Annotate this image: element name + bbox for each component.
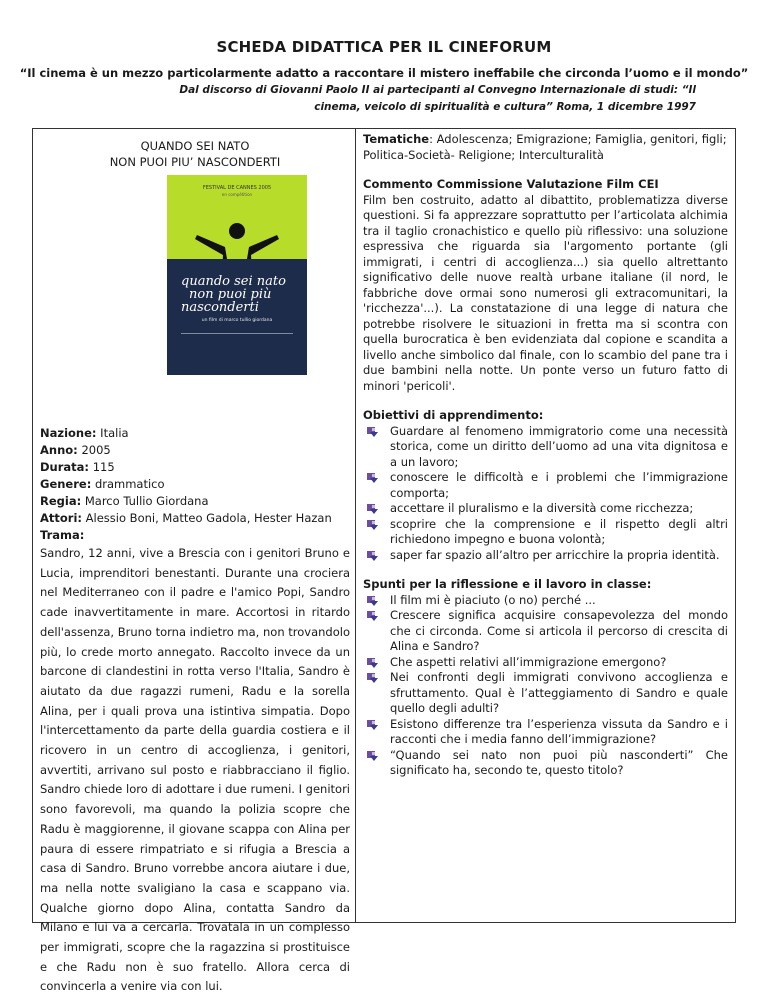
list-item-text: Il film mi è piaciuto (o no) perché ... xyxy=(390,592,596,607)
list-item-text: saper far spazio all’altro per arricchire la propria identità. xyxy=(390,547,720,562)
column-divider xyxy=(355,128,356,923)
meta-value: 115 xyxy=(92,460,115,474)
list-item xyxy=(363,655,728,671)
bullet-icon xyxy=(366,595,380,607)
spunti-list xyxy=(363,593,728,779)
meta-label: Genere: xyxy=(40,477,92,491)
list-item xyxy=(363,670,728,717)
list-item-text: Guardare al fenomeno immigratorio come una necessità storica, come un diritto dell’uomo ad una vita dignitosa e a un lavoro; xyxy=(390,423,728,469)
bullet-icon xyxy=(366,672,380,684)
meta-genere xyxy=(40,476,350,493)
obiettivi-title: Obiettivi di apprendimento: xyxy=(363,408,544,422)
meta-attori xyxy=(40,510,350,527)
meta-label: Trama: xyxy=(40,528,85,542)
list-item xyxy=(363,717,728,748)
commento-section xyxy=(363,177,728,394)
list-item-text: conoscere le difficoltà e i problemi che l’immigrazione comporta; xyxy=(390,470,728,500)
bullet-icon xyxy=(366,503,380,515)
list-item xyxy=(363,748,728,779)
list-item xyxy=(363,424,728,471)
spunti-section xyxy=(363,577,728,779)
poster-title-line: non puoi più xyxy=(189,287,272,302)
poster-title-line: quando sei nato xyxy=(181,274,286,289)
list-item-text: Nei confronti degli immigrati convivono accoglienza e sfruttamento. Qual è l’atteggiamento di Sandro e quale quello degli adulti? xyxy=(390,670,728,715)
meta-value: Italia xyxy=(100,426,129,440)
list-item-text: “Quando sei nato non puoi più nasconderti” Che significato ha, secondo te, questo titolo? xyxy=(390,747,728,777)
film-info-column xyxy=(40,136,350,997)
meta-nazione xyxy=(40,425,350,442)
meta-label: Nazione: xyxy=(40,426,97,440)
meta-label: Regia: xyxy=(40,494,82,508)
page-title: SCHEDA DIDATTICA PER IL CINEFORUM xyxy=(216,38,552,56)
teaching-column xyxy=(363,132,728,793)
meta-label: Anno: xyxy=(40,443,78,457)
meta-trama-label xyxy=(40,527,350,544)
poster-title xyxy=(181,275,301,314)
meta-durata xyxy=(40,459,350,476)
bullet-icon xyxy=(366,750,380,762)
commento-title: Commento Commissione Valutazione Film CEI xyxy=(363,177,659,191)
film-poster xyxy=(167,175,307,375)
bullet-icon xyxy=(366,426,380,438)
film-title-line1: QUANDO SEI NATO xyxy=(140,139,250,153)
meta-anno xyxy=(40,442,350,459)
spunti-title: Spunti per la riflessione e il lavoro in classe: xyxy=(363,577,652,591)
poster-director: un film di marco tullio giordana xyxy=(201,318,273,323)
tematiche-label: Tematiche xyxy=(363,132,430,146)
quote: “Il cinema è un mezzo particolarmente adatto a raccontare il mistero ineffabile che circonda l’uomo e il mondo” xyxy=(19,66,749,80)
film-title-line2: NON PUOI PIU’ NASCONDERTI xyxy=(109,155,281,169)
list-item xyxy=(363,548,728,564)
poster-festival-sub: en compétition xyxy=(221,192,253,197)
obiettivi-section xyxy=(363,408,728,563)
film-title xyxy=(40,138,350,170)
list-item-text: Esistono differenze tra l’esperienza vissuta da Sandro e i racconti che i media fanno dell’immigrazione? xyxy=(390,716,728,746)
list-item-text: Che aspetti relativi all’immigrazione emergono? xyxy=(390,654,667,669)
bullet-icon xyxy=(366,610,380,622)
list-item xyxy=(363,593,728,609)
meta-regia xyxy=(40,493,350,510)
quote-source: Dal discorso di Giovanni Paolo II ai partecipanti al Convegno Internazionale di studi: “Il cinema, veicolo di spiritualità e cultura” Roma, 1 dicembre 1997 xyxy=(179,84,696,113)
list-item xyxy=(363,470,728,501)
tematiche xyxy=(363,132,728,163)
bullet-icon xyxy=(366,550,380,562)
poster-credits-block xyxy=(181,333,293,364)
plot-text: Sandro, 12 anni, vive a Brescia con i genitori Bruno e Lucia, imprenditori benestanti. Durante una crociera nel Mediterraneo con il padre e l'amico Popi, Sandro cade inavvertitamente in mare. Accortosi in ritardo dell'assenza, Bruno torna indietro ma, non trovandolo più, lo crede morto annegato. Raccolto invece da un barcone di clandestini in rotta verso l'Italia, Sandro è aiutato da due ragazzi rumeni, Radu e la sorella Alina, per i quali prova una istintiva simpatia. Dopo l'intercettamento da parte della guardia costiera e il ricovero in un centro di accoglienza, i genitori, avvertiti, arrivano sul posto e riabbracciano il figlio. Sandro chiede loro di adottare i due rumeni. I genitori sono favorevoli, ma quando la polizia scopre che Radu è maggiorenne, il giovane scappa con Alina per paura di essere rimpatriato e si rifugia a Brescia a casa di Sandro. Bruno vorrebbe ancora aiutare i due, ma nella notte svaligiano la casa e scappano via. Qualche giorno dopo Alina, contatta Sandro da Milano e lui va a cercarla. Trovatala in un complesso per immigrati, scopre che la ragazzina si prostituisce e che Radu non è suo fratello. Allora cerca di convincerla a venire via con lui. xyxy=(40,546,350,994)
list-item xyxy=(363,517,728,548)
bullet-icon xyxy=(366,519,380,531)
bullet-icon xyxy=(366,657,380,669)
meta-value: Alessio Boni, Matteo Gadola, Hester Hazan xyxy=(85,511,332,525)
film-metadata xyxy=(40,425,350,544)
meta-label: Attori: xyxy=(40,511,83,525)
bullet-icon xyxy=(366,472,380,484)
commento-text: Film ben costruito, adatto al dibattito, problematizza diverse questioni. Si fa apprezzare soprattutto per l’articolata alchimia tra il taglio cronachistico e quello più riflessivo: una soluzione espressiva che riguarda sia l'argomento portante (gli immigrati, i centri di accoglienza...) sia quello altrettanto significativo delle nuove realtà urbane italiane (il nord, le fabbriche dove ormai sono numerosi gli extracomunitari, la 'ricchezza'...). La constatazione di una legge di natura che potrebbe risolvere le situazioni in fretta ma si scontra con quella burocratica è ben evidenziata dal copione e scandita a livello anche simbolico dal finale, con lo scambio del pane tra i due bambini nella notte. Un ponte verso un futuro fatto di minori 'pericoli'. xyxy=(363,192,728,393)
list-item-text: Crescere significa acquisire consapevolezza del mondo che ci circonda. Come si articola il percorso di crescita di Alina e Sandro? xyxy=(390,608,728,653)
list-item-text: scoprire che la comprensione e il rispetto degli altri richiedono impegno e buona volontà; xyxy=(390,516,728,546)
list-item xyxy=(363,608,728,655)
list-item-text: accettare il pluralismo e la diversità come ricchezza; xyxy=(390,501,694,515)
meta-label: Durata: xyxy=(40,460,90,474)
meta-value: drammatico xyxy=(94,477,165,491)
bullet-icon xyxy=(366,719,380,731)
meta-value: Marco Tullio Giordana xyxy=(84,494,209,508)
obiettivi-list xyxy=(363,424,728,564)
poster-title-line: nasconderti xyxy=(181,300,259,315)
list-item xyxy=(363,501,728,517)
meta-value: 2005 xyxy=(81,443,111,457)
tematiche-text: : Adolescenza; Emigrazione; Famiglia, genitori, figli; Politica-Società- Religione; Interculturalità xyxy=(363,132,727,162)
poster-festival: FESTIVAL DE CANNES 2005 xyxy=(202,185,272,191)
